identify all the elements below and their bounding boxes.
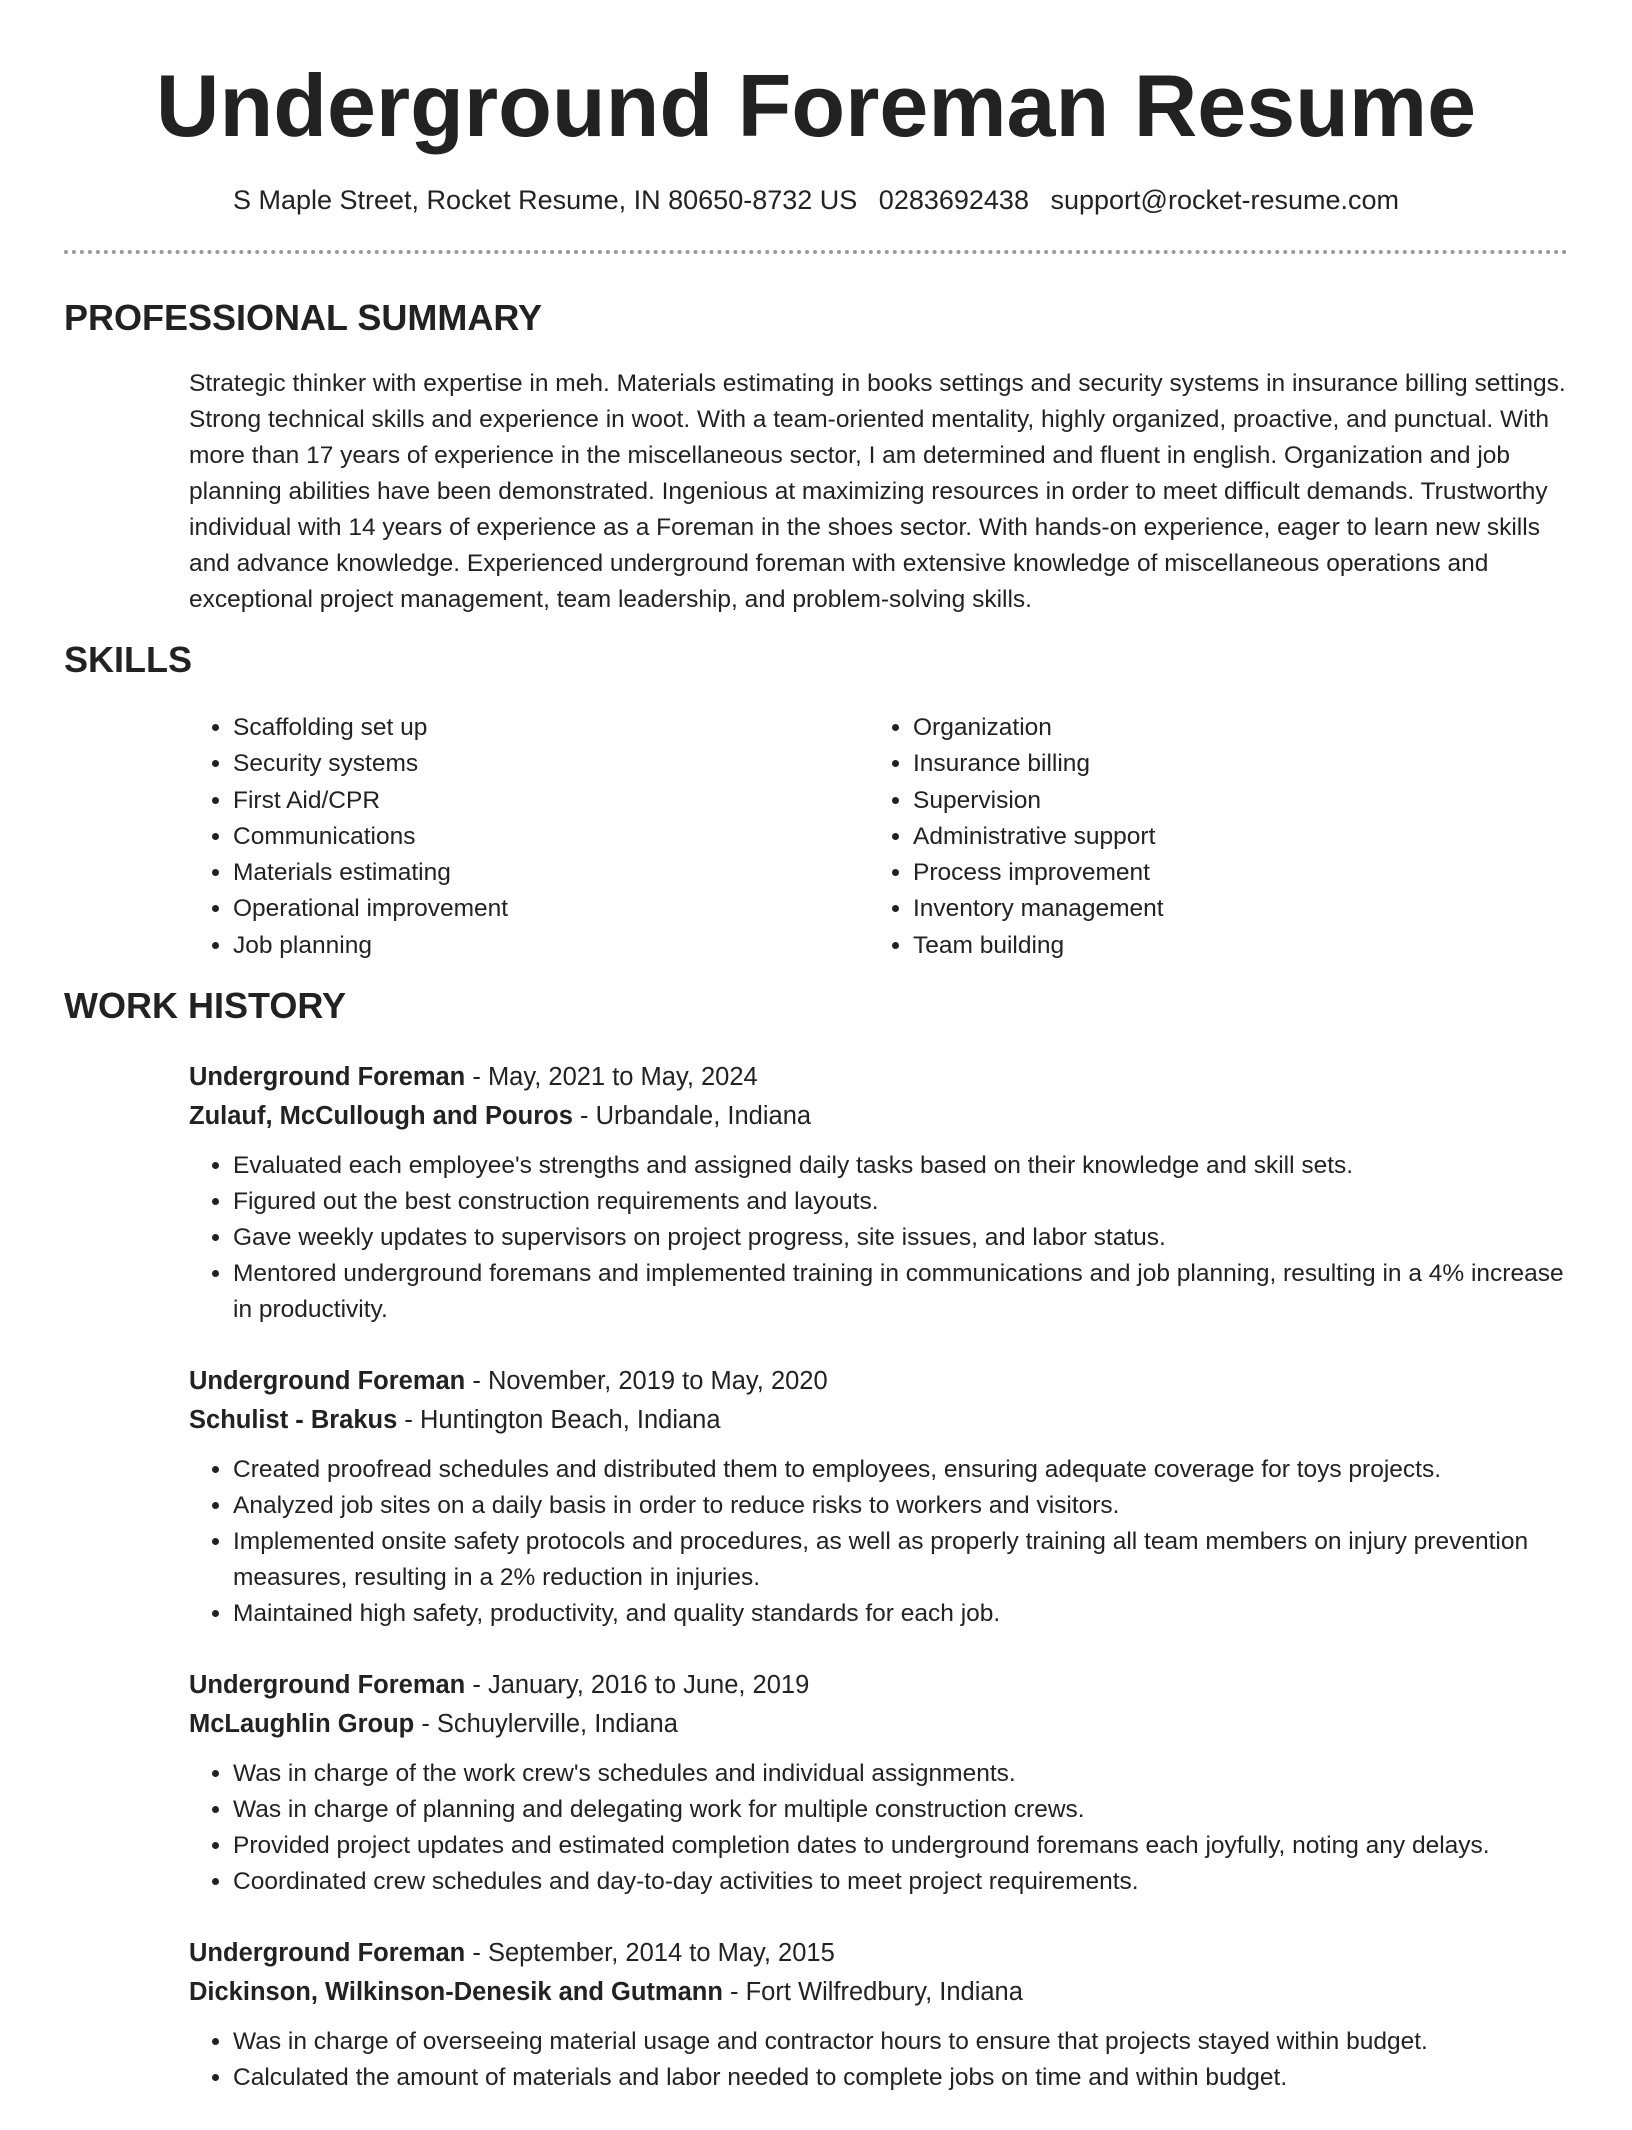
job-bullets	[189, 2024, 1569, 2096]
skill-item: • Inventory management	[913, 891, 1549, 927]
job-bullet: • Gave weekly updates to supervisors on project progress, site issues, and labor status.	[233, 1220, 1569, 1256]
job-company: McLaughlin Group	[189, 1710, 415, 1738]
contact-line	[0, 182, 1632, 218]
skill-item: • Security systems	[233, 746, 869, 782]
job-company-line: Zulauf, McCullough and Pouros - Urbandale, Indiana	[189, 1102, 812, 1130]
job-bullet: • Created proofread schedules and distributed them to employees, ensuring adequate coverage for toys projects.	[233, 1452, 1569, 1488]
skill-item: • Supervision	[913, 783, 1549, 819]
skill-item: • Scaffolding set up	[233, 710, 869, 746]
job-role-line: Underground Foreman - November, 2019 to May, 2020	[189, 1367, 828, 1395]
skill-item: • Administrative support	[913, 819, 1549, 855]
header-divider	[64, 250, 1568, 254]
job-dates: September, 2014 to May, 2015	[487, 1939, 835, 1967]
job-role: Underground Foreman	[189, 1063, 466, 1091]
work-history-list	[189, 1058, 1569, 2130]
job-role: Underground Foreman	[189, 1671, 466, 1699]
contact-email: support@rocket-resume.com	[1050, 185, 1400, 215]
job-location: Schuylerville, Indiana	[436, 1710, 678, 1738]
job-location: Fort Wilfredbury, Indiana	[745, 1978, 1023, 2006]
job-role-line: Underground Foreman - September, 2014 to May, 2015	[189, 1939, 835, 1967]
skills-column-right	[869, 710, 1549, 964]
skill-item: • Communications	[233, 819, 869, 855]
job-dates: May, 2021 to May, 2024	[487, 1063, 758, 1091]
summary-heading: PROFESSIONAL SUMMARY	[64, 297, 543, 338]
skills-column-left	[189, 710, 869, 964]
skills-heading: SKILLS	[64, 639, 193, 680]
job-company-line: Schulist - Brakus - Huntington Beach, Indiana	[189, 1406, 721, 1434]
skill-item: • Process improvement	[913, 855, 1549, 891]
job-company-line: Dickinson, Wilkinson-Denesik and Gutmann - Fort Wilfredbury, Indiana	[189, 1978, 1023, 2006]
job-role-line: Underground Foreman - January, 2016 to June, 2019	[189, 1671, 810, 1699]
skill-item: • Job planning	[233, 928, 869, 964]
job-entry	[189, 1362, 1569, 1632]
job-bullet: • Calculated the amount of materials and labor needed to complete jobs on time and within budget.	[233, 2060, 1569, 2096]
job-bullet: • Was in charge of the work crew's schedules and individual assignments.	[233, 1756, 1569, 1792]
job-company: Schulist - Brakus	[189, 1406, 398, 1434]
job-bullet: • Was in charge of overseeing material usage and contractor hours to ensure that projects stayed within budget.	[233, 2024, 1569, 2060]
skill-item: • Organization	[913, 710, 1549, 746]
job-bullet: • Figured out the best construction requirements and layouts.	[233, 1184, 1569, 1220]
skill-item: • First Aid/CPR	[233, 783, 869, 819]
job-bullets	[189, 1756, 1569, 1900]
job-bullet: • Coordinated crew schedules and day-to-day activities to meet project requirements.	[233, 1864, 1569, 1900]
job-company: Zulauf, McCullough and Pouros	[189, 1102, 573, 1130]
skill-item: • Operational improvement	[233, 891, 869, 927]
job-company: Dickinson, Wilkinson-Denesik and Gutmann	[189, 1978, 723, 2006]
job-bullet: • Provided project updates and estimated completion dates to underground foremans each joyfully, noting any delays.	[233, 1828, 1569, 1864]
contact-phone: 0283692438	[878, 185, 1029, 215]
job-bullet: • Was in charge of planning and delegating work for multiple construction crews.	[233, 1792, 1569, 1828]
job-dates: January, 2016 to June, 2019	[487, 1671, 810, 1699]
job-bullets	[189, 1452, 1569, 1632]
job-location: Urbandale, Indiana	[595, 1102, 812, 1130]
job-entry	[189, 1058, 1569, 1328]
job-dates: November, 2019 to May, 2020	[487, 1367, 828, 1395]
job-bullet: • Maintained high safety, productivity, and quality standards for each job.	[233, 1596, 1569, 1632]
skills-list	[189, 710, 1569, 964]
skill-item: • Materials estimating	[233, 855, 869, 891]
work-history-heading: WORK HISTORY	[64, 985, 347, 1026]
job-bullet: • Mentored underground foremans and implemented training in communications and job planning, resulting in a 4% increase in productivity.	[233, 1256, 1569, 1328]
job-location: Huntington Beach, Indiana	[419, 1406, 721, 1434]
contact-address: S Maple Street, Rocket Resume, IN 80650-8732 US	[232, 185, 858, 215]
job-company-line: McLaughlin Group - Schuylerville, Indiana	[189, 1710, 678, 1738]
job-bullets	[189, 1148, 1569, 1328]
summary-text: Strategic thinker with expertise in meh. Materials estimating in books settings and security systems in insurance billing settings. Strong technical skills and experience in woot. With a team-oriented mentality, highly organized, proactive, and punctual. With more than 17 years of experience in the miscellaneous sector, I am determined and fluent in english. Organization and job planning abilities have been demonstrated. Ingenious at maximizing resources in order to meet difficult demands. Trustworthy individual with 14 years of experience as a Foreman in the shoes sector. With hands-on experience, eager to learn new skills and advance knowledge. Experienced underground foreman with extensive knowledge of miscellaneous operations and exceptional project management, team leadership, and problem-solving skills.	[189, 370, 1566, 613]
resume-title: Underground Foreman Resume	[155, 56, 1477, 155]
job-bullet: • Implemented onsite safety protocols and procedures, as well as properly training all team members on injury prevention measures, resulting in a 2% reduction in injuries.	[233, 1524, 1569, 1596]
job-role: Underground Foreman	[189, 1367, 466, 1395]
job-bullet: • Analyzed job sites on a daily basis in order to reduce risks to workers and visitors.	[233, 1488, 1569, 1524]
skill-item: • Insurance billing	[913, 746, 1549, 782]
job-entry	[189, 1934, 1569, 2096]
job-bullet: • Evaluated each employee's strengths and assigned daily tasks based on their knowledge and skill sets.	[233, 1148, 1569, 1184]
skill-item: • Team building	[913, 928, 1549, 964]
job-role-line: Underground Foreman - May, 2021 to May, 2024	[189, 1063, 758, 1091]
job-entry	[189, 1666, 1569, 1900]
job-role: Underground Foreman	[189, 1939, 466, 1967]
